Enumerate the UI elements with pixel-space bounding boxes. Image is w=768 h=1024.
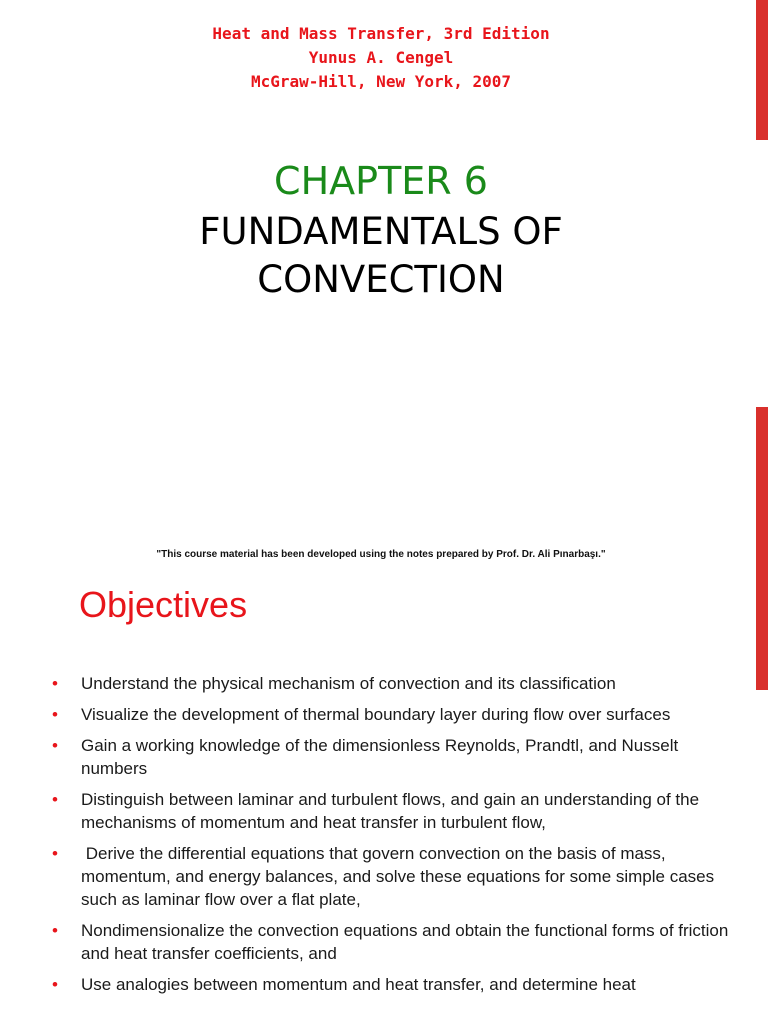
list-item	[0, 703, 740, 726]
objectives-list	[0, 672, 740, 1004]
objective-text: Use analogies between momentum and heat transfer, and determine heat	[81, 975, 636, 994]
bullet-icon: •	[52, 674, 58, 693]
list-item	[0, 672, 740, 695]
objective-text: Nondimensionalize the convection equations and obtain the functional forms of friction and heat transfer coefficients, and	[81, 921, 729, 963]
chapter-number: CHAPTER 6	[274, 159, 488, 203]
course-credit-note: "This course material has been developed using the notes prepared by Prof. Dr. Ali Pınarbaşı."	[156, 549, 606, 560]
objective-text: Gain a working knowledge of the dimensionless Reynolds, Prandtl, and Nusselt numbers	[81, 736, 679, 778]
objective-text: Distinguish between laminar and turbulent flows, and gain an understanding of the mechanisms of momentum and heat transfer in turbulent flow,	[81, 790, 700, 832]
chapter-title	[0, 208, 762, 304]
list-item	[0, 734, 740, 780]
bullet-icon: •	[52, 975, 58, 994]
bullet-icon: •	[52, 790, 58, 809]
bullet-icon: •	[52, 736, 58, 755]
list-item	[0, 842, 740, 911]
list-item	[0, 919, 740, 965]
objective-text: Understand the physical mechanism of convection and its classification	[81, 674, 616, 693]
list-item	[0, 973, 740, 996]
bullet-icon: •	[52, 921, 58, 940]
book-publisher: McGraw-Hill, New York, 2007	[250, 72, 512, 91]
book-reference	[0, 22, 762, 94]
book-author: Yunus A. Cengel	[308, 48, 454, 67]
objectives-heading: Objectives	[79, 584, 248, 625]
book-title: Heat and Mass Transfer, 3rd Edition	[212, 24, 550, 43]
bullet-icon: •	[52, 844, 58, 863]
chapter-title-line-2: CONVECTION	[257, 258, 505, 301]
objective-text: Derive the differential equations that govern convection on the basis of mass, momentum, and energy balances, and solve these equations for some simple cases such as laminar flow over a flat plate,	[81, 844, 719, 909]
bullet-icon: •	[52, 705, 58, 724]
chapter-title-line-1: FUNDAMENTALS OF	[199, 210, 563, 253]
list-item	[0, 788, 740, 834]
objective-text: Visualize the development of thermal boundary layer during flow over surfaces	[81, 705, 671, 724]
